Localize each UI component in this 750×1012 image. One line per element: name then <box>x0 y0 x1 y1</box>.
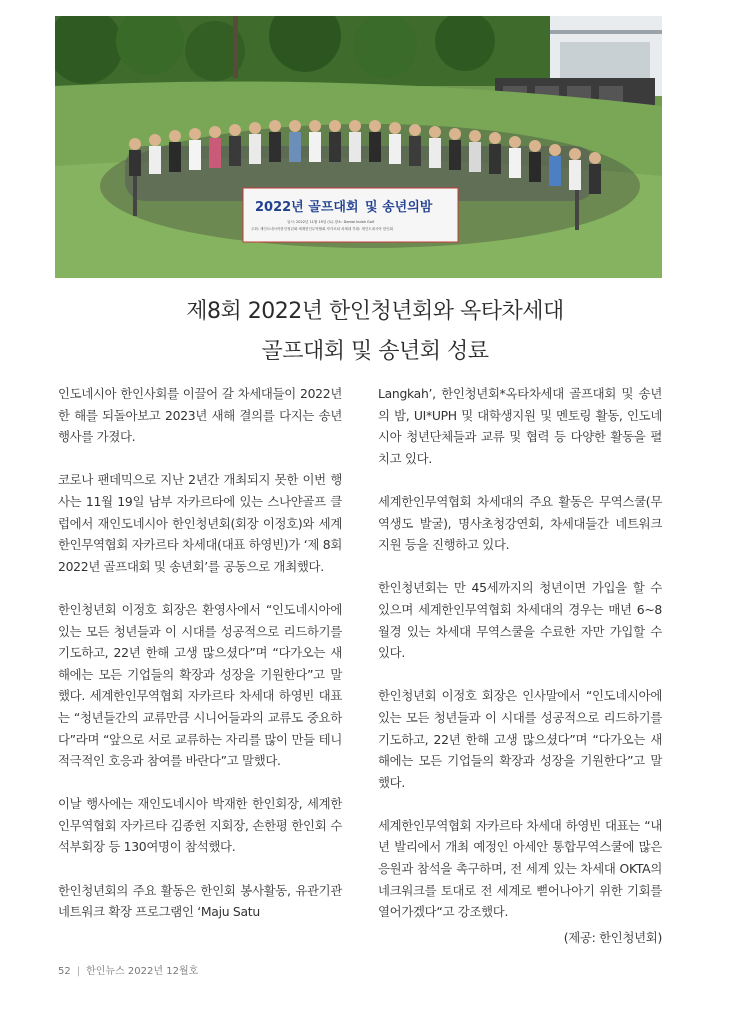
publication-name: 한인뉴스 2022년 12월호 <box>86 966 199 977</box>
photo-credit: (제공: 한인청년회) <box>563 929 662 945</box>
article-title-line-1: 제8회 2022년 한인청년회와 옥타차세대 <box>186 299 564 324</box>
banner-subtitle-line-1: 일시: 2022년 11월 19일 (토) 장소: Damai Indah Golf <box>287 220 375 224</box>
body-paragraph: 한인청년회는 만 45세까지의 청년이면 가입을 할 수 있으며 세계한인무역협회 차세대의 경우는 매년 6~8월경 있는 차세대 무역스쿨을 수료한 자만 가입할 수 있다. <box>378 580 662 661</box>
article-column-right <box>378 383 662 948</box>
body-paragraph: 한인청년회의 주요 활동은 한인회 봉사활동, 유관기관 네트워크 확장 프로그램인 ‘Maju Satu <box>58 882 342 920</box>
body-paragraph: 인도네시아 한인사회를 이끌어 갈 차세대들이 2022년 한 해를 되돌아보고 2023년 새해 결의를 다지는 송년행사를 가졌다. <box>58 386 342 445</box>
body-paragraph: 한인청년회 이정호 회장은 환영사에서 “인도네시아에 있는 모든 청년들과 이 시대를 성공적으로 리드하기를 기도하고, 22년 한해 고생 많으셨다”며 “다가오는 새해에는 모든 기업들의 확장과 성장을 기원한다”고 말했다. 세계한인무역협회 자카르타 차세대 하영빈 대표는 “청년들간의 교류만큼 시니어들과의 교류도 중요하다”라며 “앞으로 서로 교류하는 자리를 많이 만들 테니 적극적인 호응과 참여를 바란다”고 말했다. <box>58 601 342 769</box>
article-column-left <box>58 383 342 944</box>
article-title-line-2: 골프대회 및 송년회 성료 <box>261 339 489 364</box>
body-paragraph: 코로나 팬데믹으로 지난 2년간 개최되지 못한 이번 행사는 11월 19일 남부 자카르타에 있는 스나얀골프 클럽에서 재인도네시아 한인청년회(회장 이정호)와 세계한인무역협회 자카르타 차세대(대표 하영빈)가 ‘제 8회 2022년 골프대회 및 송년회’를 공동으로 개최했다. <box>58 472 342 574</box>
page-number: 52 <box>58 966 71 977</box>
banner-subtitle-line-2: 주최: 재인도네시아한인청년회·세계한인무역협회 자카르타 차세대 후원: 재인도네시아 한인회 <box>251 227 394 231</box>
body-paragraph: 세계한인무역협회 자카르타 차세대 하영빈 대표는 “내년 발리에서 개최 예정인 아세안 통합무역스쿨에 많은 응원과 참석을 촉구하며, 전 세계 있는 차세대 OKTA의 네크워크를 토대로 전 세계로 뻗어나아기 위한 기회를 열어가겠다“고 강조했다. <box>378 817 662 920</box>
body-paragraph: 한인청년회 이정호 회장은 인사말에서 “인도네시아에 있는 모든 청년들과 이 시대를 성공적으로 리드하기를 기도하고, 22년 한해 고생 많으셨다”며 “다가오는 새해에는 모든 기업들의 확장과 성장을 기원한다”고 말했다. <box>378 688 662 790</box>
group-photo <box>55 16 662 278</box>
body-paragraph: Langkah’, 한인청년회*옥타차세대 골프대회 및 송년의 밤, UI*UPH 및 대학생지원 및 멘토링 활동, 인도네시아 청년단체들과 교류 및 협력 등 다양한 활동을 펼치고 있다. <box>378 386 662 466</box>
body-paragraph: 세계한인무역협회 차세대의 주요 활동은 무역스쿨(무역생도 발굴), 명사초청강연회, 차세대들간 네트워크 지원 등을 진행하고 있다. <box>378 493 662 553</box>
page-footer <box>58 962 198 977</box>
banner-title-part-a: 2022년 골프대회 <box>255 200 359 215</box>
banner-title-part-b: 및 송년의밤 <box>365 200 433 215</box>
body-paragraph: 이날 행사에는 재인도네시아 박재한 한인회장, 세계한인무역협회 자카르타 김종헌 지회장, 손한평 한인회 수석부회장 등 130여명이 참석했다. <box>58 796 342 855</box>
footer-divider: | <box>76 966 81 977</box>
group-photo-illustration <box>55 16 662 278</box>
